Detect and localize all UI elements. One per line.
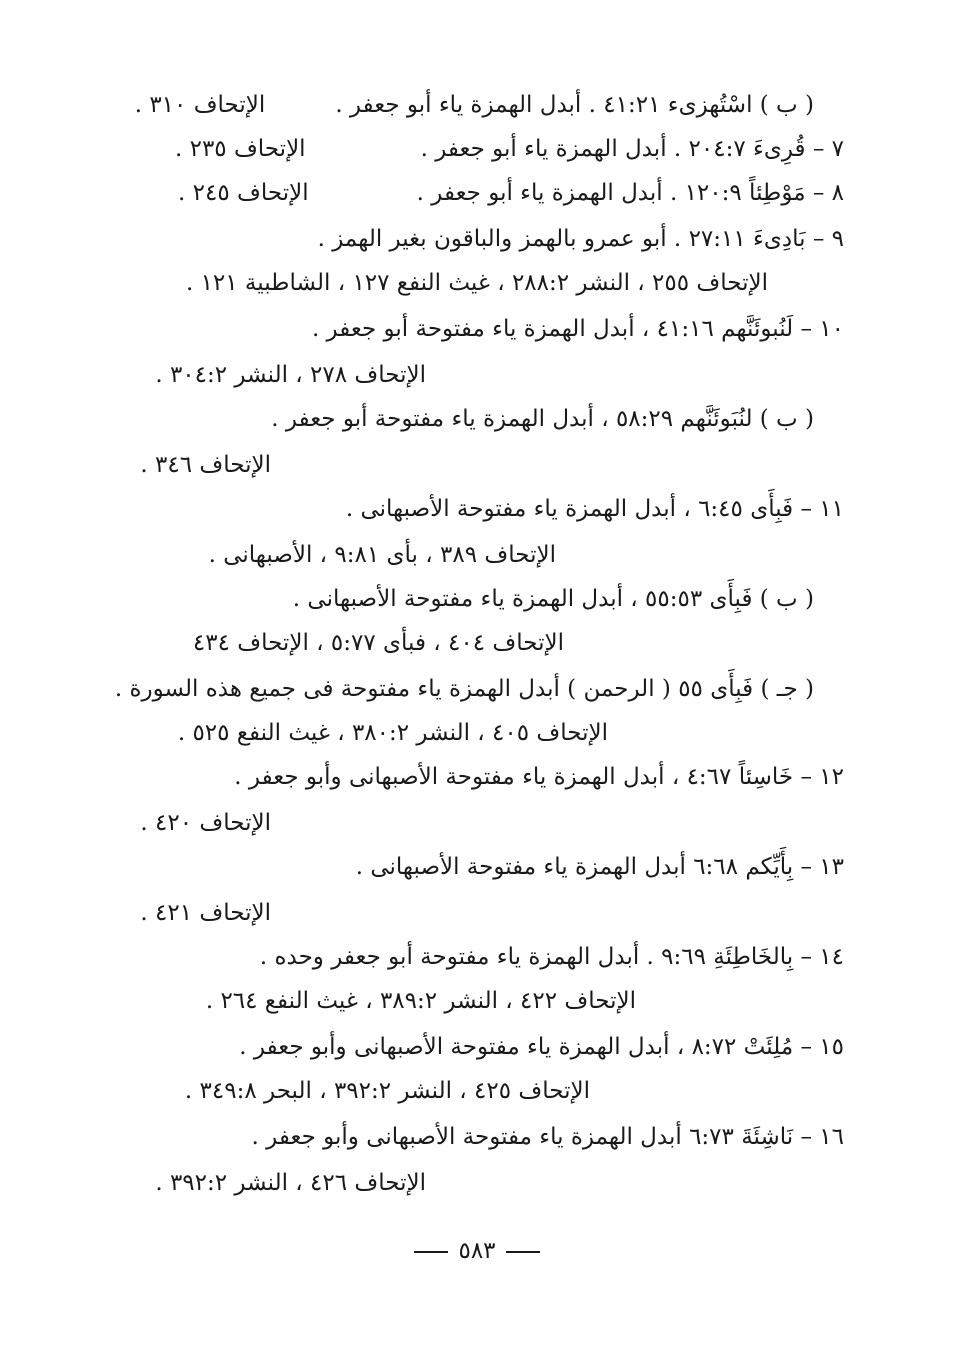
line-reference: الإتحاف ٢٣٥ .: [174, 136, 306, 162]
footer-dash: [506, 1251, 540, 1253]
page-number-footer: [0, 1236, 954, 1266]
line-text: ( ب ) اسْتُهزىء ٤١:٢١ . أبدل الهمزة ياء أبو جعفر .: [335, 92, 814, 118]
text-line: الإتحاف ٤٢٠ .: [140, 810, 271, 836]
text-line: [175, 134, 844, 164]
text-line: الإتحاف ٤٢٢ ، النشر ٣٨٩:٢ ، غيث النفع ٢٦٤ .: [205, 988, 636, 1014]
text-line: ١٦ – نَاشِئَةَ ٦:٧٣ أبدل الهمزة ياء مفتوحة الأصبهانى وأبو جعفر .: [251, 1124, 844, 1150]
text-line: ١٤ – بِالخَاطِئَةِ ٩:٦٩ . أبدل الهمزة ياء مفتوحة أبو جعفر وحده .: [259, 944, 844, 970]
text-line: [178, 178, 844, 208]
text-line: ١٢ – خَاسِئاً ٤:٦٧ ، أبدل الهمزة ياء مفتوحة الأصبهانى وأبو جعفر .: [234, 764, 844, 790]
line-reference: الإتحاف ٢٤٥ .: [178, 180, 309, 206]
text-line: الإتحاف ٤٢٦ ، النشر ٣٩٢:٢ .: [155, 1170, 426, 1196]
text-line: الإتحاف ٤٠٥ ، النشر ٣٨٠:٢ ، غيث النفع ٥٢٥ .: [177, 720, 608, 746]
text-line: الإتحاف ٢٥٥ ، النشر ٢٨٨:٢ ، غيث النفع ١٢٧ ، الشاطبية ١٢١ .: [185, 270, 768, 296]
footer-dash: [414, 1251, 448, 1253]
text-line: ( جـ ) فَبِأَى ٥٥ ( الرحمن ) أبدل الهمزة ياء مفتوحة فى جميع هذه السورة .: [114, 676, 814, 702]
line-text: ٨ – مَوْطِئاً ١٢٠:٩ . أبدل الهمزة ياء أبو جعفر .: [416, 180, 844, 206]
text-line: ١٠ – لَنُبوئَنَّهم ٤١:١٦ ، أبدل الهمزة ياء مفتوحة أبو جعفر .: [311, 316, 844, 342]
text-line: ٩ – بَادِىءَ ٢٧:١١ . أبو عمرو بالهمز والباقون بغير الهمز .: [317, 226, 844, 252]
text-line: الإتحاف ٤٠٤ ، فبأى ٥:٧٧ ، الإتحاف ٤٣٤: [192, 630, 564, 656]
text-line: ١١ – فَبِأَى ٦:٤٥ ، أبدل الهمزة ياء مفتوحة الأصبهانى .: [345, 496, 844, 522]
text-line: ( ب ) لنُبَوئَنَّهم ٥٨:٢٩ ، أبدل الهمزة ياء مفتوحة أبو جعفر .: [271, 406, 814, 432]
line-text: ٧ – قُرِىءَ ٢٠٤:٧ . أبدل الهمزة ياء أبو جعفر .: [420, 136, 844, 162]
text-line: ( ب ) فَبِأَى ٥٥:٥٣ ، أبدل الهمزة ياء مفتوحة الأصبهانى .: [292, 586, 814, 612]
text-line: الإتحاف ٣٤٦ .: [140, 452, 271, 478]
text-line: ١٥ – مُلِئَتْ ٨:٧٢ ، أبدل الهمزة ياء مفتوحة الأصبهانى وأبو جعفر .: [239, 1034, 844, 1060]
page-number: ٥٨٣: [458, 1238, 496, 1264]
text-line: [135, 90, 814, 120]
text-line: ١٣ – بِأَيِّكم ٦:٦٨ أبدل الهمزة ياء مفتوحة الأصبهانى .: [355, 854, 844, 880]
text-line: الإتحاف ٤٢١ .: [140, 900, 271, 926]
line-reference: الإتحاف ٣١٠ .: [134, 92, 266, 118]
text-line: الإتحاف ٢٧٨ ، النشر ٣٠٤:٢ .: [155, 362, 426, 388]
text-line: الإتحاف ٣٨٩ ، بأى ٩:٨١ ، الأصبهانى .: [208, 542, 556, 568]
text-line: الإتحاف ٤٢٥ ، النشر ٣٩٢:٢ ، البحر ٣٤٩:٨ .: [184, 1078, 590, 1104]
